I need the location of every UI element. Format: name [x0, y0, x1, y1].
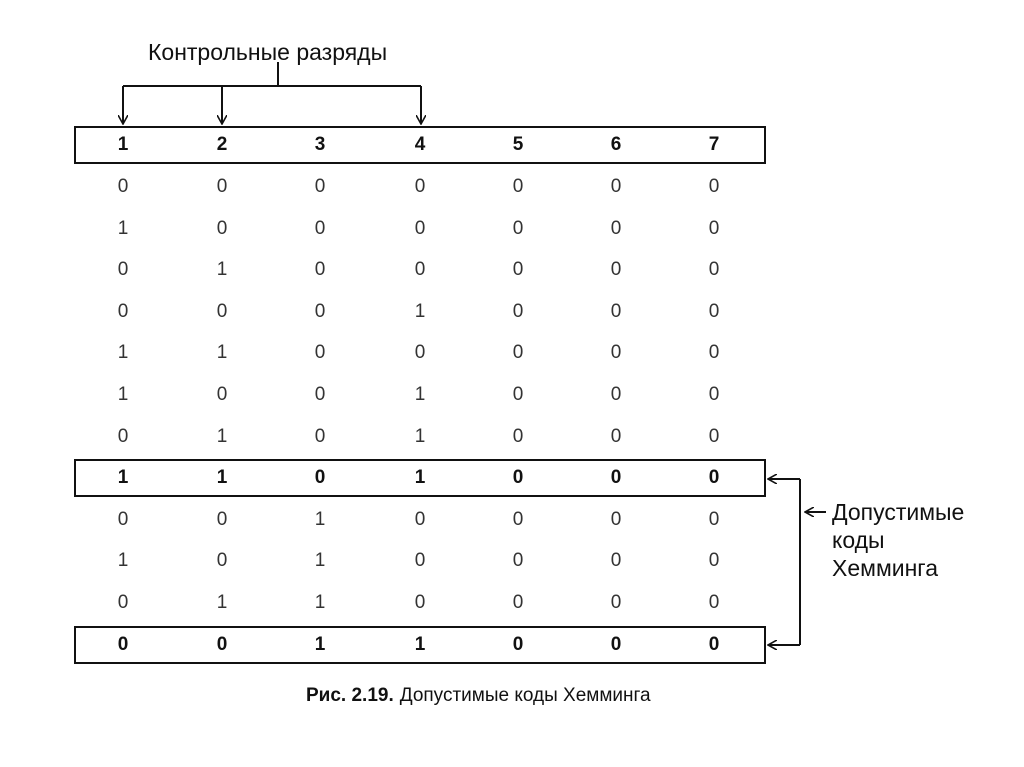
control-bits-bracket: [123, 62, 421, 124]
code-cell: 0: [216, 384, 228, 405]
valid-code-cell: 0: [610, 467, 622, 489]
column-header-7: 7: [708, 134, 720, 155]
code-cell: 0: [610, 384, 622, 405]
code-cell: 0: [708, 259, 720, 281]
code-cell: 0: [512, 425, 524, 447]
figure-caption: [306, 684, 651, 708]
code-cell: 0: [512, 384, 524, 405]
code-cell: 0: [314, 342, 326, 364]
code-cell: 0: [610, 550, 622, 572]
valid-code-cell: 1: [117, 467, 129, 489]
code-cell: 0: [708, 342, 720, 364]
valid-code-cell: 0: [610, 633, 622, 655]
code-cell: 0: [414, 259, 426, 281]
code-cell: 0: [414, 508, 426, 530]
figure-number: Рис. 2.19.: [306, 685, 394, 706]
code-cell: 0: [216, 217, 228, 239]
code-cell: 0: [314, 176, 326, 197]
code-cell: 0: [314, 384, 326, 405]
column-header-6: 6: [610, 134, 622, 155]
code-cell: 0: [216, 550, 228, 572]
code-cell: 0: [414, 342, 426, 364]
code-cell: 0: [117, 508, 129, 530]
valid-code-cell: 1: [414, 633, 426, 655]
valid-code-cell: 0: [216, 633, 228, 655]
valid-codes-label-line-1: Допустимые: [832, 499, 965, 525]
code-cell: 0: [414, 176, 426, 197]
code-cell: 0: [117, 300, 129, 322]
valid-code-cell: 1: [314, 633, 326, 655]
valid-code-cell: 0: [708, 467, 720, 489]
code-cell: 0: [512, 508, 524, 530]
code-cell: 0: [610, 342, 622, 364]
code-cell: 0: [708, 425, 720, 447]
valid-codes-label: [832, 498, 964, 582]
column-header-3: 3: [314, 134, 326, 155]
code-cell: 0: [512, 342, 524, 364]
column-header-5: 5: [512, 134, 524, 155]
code-cell: 0: [610, 300, 622, 322]
code-cell: 0: [708, 217, 720, 239]
code-cell: 0: [708, 384, 720, 405]
code-cell: 0: [314, 217, 326, 239]
code-cell: 0: [512, 176, 524, 197]
code-cell: 0: [314, 300, 326, 322]
valid-codes-label-line-2: коды: [832, 527, 885, 553]
code-cell: 1: [216, 425, 228, 447]
code-cell: 1: [117, 384, 129, 405]
code-cell: 1: [314, 550, 326, 572]
code-cell: 0: [512, 592, 524, 613]
code-cell: 0: [117, 176, 129, 197]
code-cell: 0: [610, 592, 622, 613]
valid-code-cell: 0: [117, 633, 129, 655]
code-cell: 0: [314, 425, 326, 447]
code-cell: 1: [216, 342, 228, 364]
code-cell: 1: [314, 508, 326, 530]
valid-codes-label-line-3: Хемминга: [832, 555, 938, 581]
figure-title: Допустимые коды Хемминга: [399, 685, 651, 706]
code-cell: 0: [610, 259, 622, 281]
code-cell: 1: [216, 259, 228, 281]
code-cell: 1: [314, 592, 326, 613]
column-header-1: 1: [117, 134, 129, 155]
code-cell: 0: [414, 217, 426, 239]
code-cell: 0: [117, 592, 129, 613]
code-cell: 0: [610, 425, 622, 447]
code-cell: 0: [512, 217, 524, 239]
code-cell: 0: [216, 300, 228, 322]
code-cell: 0: [708, 592, 720, 613]
code-cell: 0: [512, 259, 524, 281]
code-cell: 1: [216, 592, 228, 613]
code-cell: 0: [216, 508, 228, 530]
code-cell: 1: [414, 425, 426, 447]
code-cell: 0: [216, 176, 228, 197]
code-cell: 0: [708, 550, 720, 572]
code-cell: 0: [414, 592, 426, 613]
code-cell: 0: [708, 176, 720, 197]
code-cell: 1: [117, 342, 129, 364]
column-header-2: 2: [216, 134, 228, 155]
valid-code-cell: 0: [708, 633, 720, 655]
code-cell: 0: [512, 550, 524, 572]
code-cell: 1: [117, 217, 129, 239]
column-header-4: 4: [414, 134, 426, 155]
code-cell: 0: [708, 300, 720, 322]
valid-code-cell: 1: [414, 467, 426, 489]
valid-code-cell: 0: [314, 467, 326, 489]
code-cell: 0: [610, 508, 622, 530]
code-cell: 0: [117, 425, 129, 447]
valid-code-cell: 1: [216, 467, 228, 489]
code-cell: 0: [512, 300, 524, 322]
valid-codes-bracket: [768, 479, 826, 645]
code-cell: 0: [314, 259, 326, 281]
code-cell: 1: [414, 300, 426, 322]
code-cell: 0: [708, 508, 720, 530]
code-cell: 0: [117, 259, 129, 281]
valid-code-cell: 0: [512, 633, 524, 655]
code-cell: 0: [610, 176, 622, 197]
code-cell: 1: [117, 550, 129, 572]
control-bits-label: Контрольные разряды: [148, 39, 388, 65]
valid-code-cell: 0: [512, 467, 524, 489]
code-cell: 1: [414, 384, 426, 405]
code-cell: 0: [414, 550, 426, 572]
code-cell: 0: [610, 217, 622, 239]
